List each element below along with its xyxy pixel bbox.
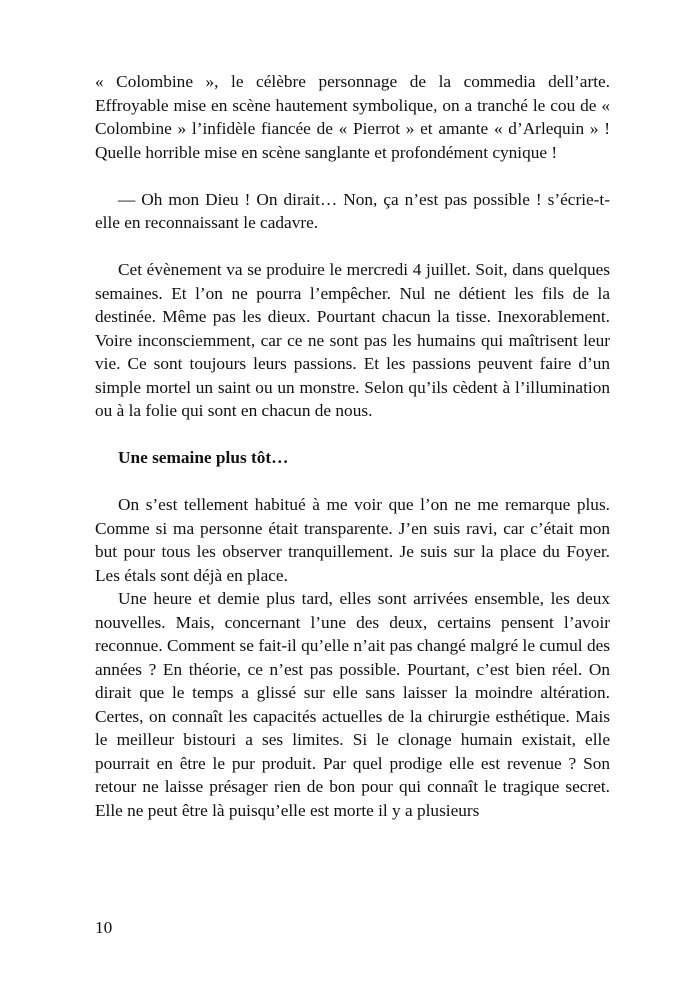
section-heading: Une semaine plus tôt… bbox=[118, 448, 289, 467]
paragraph-dialogue: — Oh mon Dieu ! On dirait… Non, ça n’est pas possible ! s’écrie-t-elle en reconnaissant le cadavre. bbox=[95, 189, 610, 232]
paragraph-habitue: On s’est tellement habitué à me voir que l’on ne me remarque plus. Comme si ma personne était transparente. J’en suis ravi, car c’était mon but pour tous les observer tranquillement. Je suis sur la place du Foyer. Les étals sont déjà en place. bbox=[95, 495, 610, 585]
page-body bbox=[95, 70, 610, 822]
paragraph-colombine: « Colombine », le célèbre personnage de la commedia dell’arte. Effroyable mise en scène hautement symbolique, on a tranché le cou de « Colombine » l’infidèle fiancée de « Pierrot » et amante « d’Arlequin » ! Quelle horrible mise en scène sanglante et profondément cynique ! bbox=[95, 72, 610, 162]
paragraph-nouvelles: Une heure et demie plus tard, elles sont arrivées ensemble, les deux nouvelles. Mais, concernant l’une des deux, certains pensent l’avoir reconnue. Comment se fait-il qu’elle n’ait pas changé malgré le cumul des années ? En théorie, ce n’est pas possible. Pourtant, c’est bien réel. On dirait que le temps a glissé sur elle sans laisser la moindre altération. Certes, on connaît les capacités actuelles de la chirurgie esthétique. Mais le meilleur bistouri a ses limites. Si le clonage humain existait, elle pourrait en être le pur produit. Par quel prodige elle est revenue ? Son retour ne laisse présager rien de bon pour qui connaît le tragique secret. Elle ne peut être là puisqu’elle est morte il y a plusieurs bbox=[95, 589, 610, 820]
page-number: 10 bbox=[95, 918, 113, 937]
paragraph-evenement: Cet évènement va se produire le mercredi 4 juillet. Soit, dans quelques semaines. Et l’on ne pourra l’empêcher. Nul ne détient les fils de la destinée. Même pas les dieux. Pourtant chacun la tisse. Inexorablement. Voire inconsciemment, car ce ne sont pas les humains qui maîtrisent leur vie. Ce sont toujours leurs passions. Et les passions peuvent faire d’un simple mortel un saint ou un monstre. Selon qu’ils cèdent à l’illumination ou à la folie qui sont en chacun de nous. bbox=[95, 260, 610, 420]
